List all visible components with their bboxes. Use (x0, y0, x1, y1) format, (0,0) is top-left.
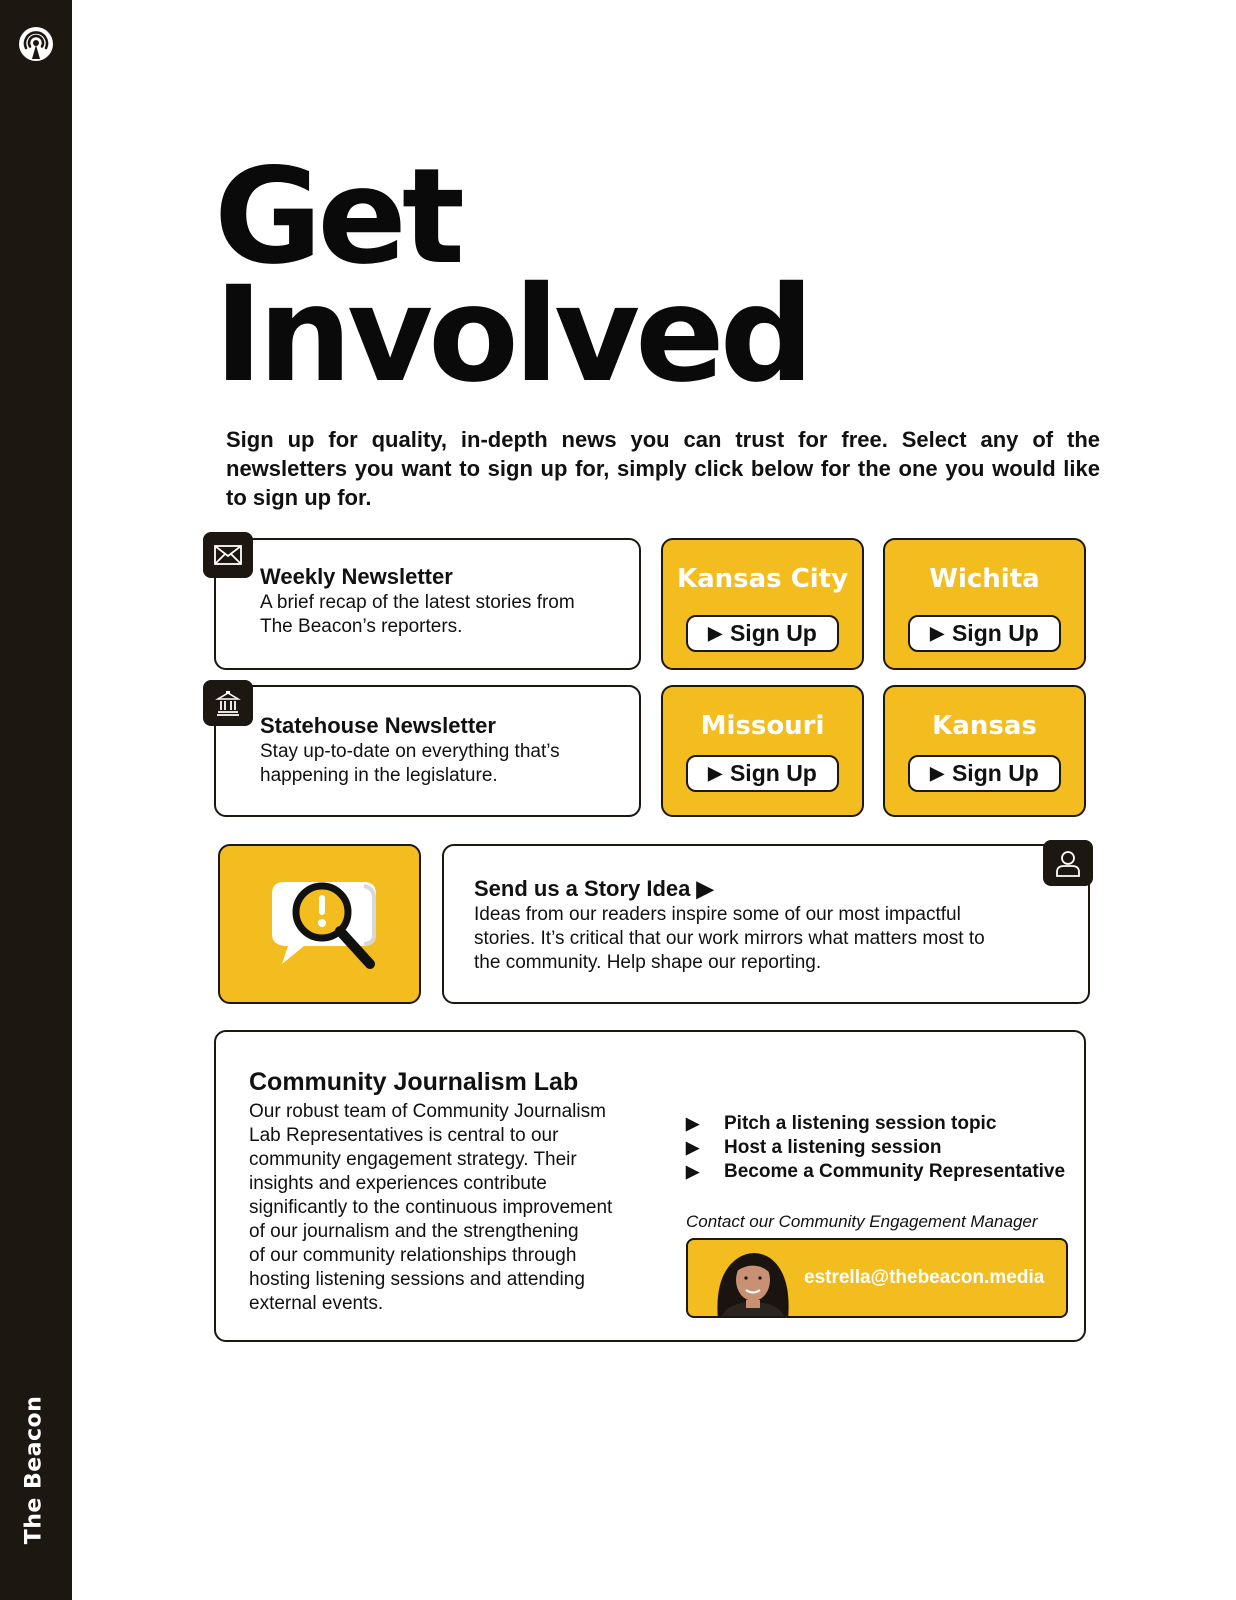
bullet-arrow-icon: ▶ (686, 1162, 700, 1181)
weekly-newsletter-card (214, 538, 641, 670)
title-line-1: Get (214, 140, 460, 294)
page-title (214, 140, 810, 412)
magnifier-speech-bubble-icon (264, 872, 394, 982)
lab-desc: Our robust team of Community Journalism Lab Representatives is central to our community engagement strategy. Their insights and experiences contribute significantly to the continuous improvement of our journalism and the strengthening of our community relationships through hosting listening sessions and attending external events. (249, 1101, 613, 1314)
kansas-sign-up-button[interactable]: ▶ Sign Up (908, 755, 1061, 792)
play-arrow-icon: ▶ (708, 763, 722, 783)
weekly-newsletter-title: Weekly Newsletter (260, 564, 453, 589)
story-idea-card[interactable] (442, 844, 1090, 1004)
statehouse-newsletter-desc: Stay up-to-date on everything that’s happening in the legislature. (260, 741, 560, 786)
contact-email-button[interactable] (686, 1238, 1068, 1318)
kansas-card (883, 685, 1086, 817)
region-name-kansas: Kansas (932, 711, 1037, 741)
wichita-card (883, 538, 1086, 670)
person-icon (1043, 840, 1093, 886)
beacon-logo-icon (18, 26, 54, 62)
play-arrow-icon: ▶ (930, 623, 944, 643)
kansas-city-card (661, 538, 864, 670)
wichita-sign-up-button[interactable]: ▶ Sign Up (908, 615, 1061, 652)
list-item[interactable]: ▶ Host a listening session (686, 1137, 942, 1158)
play-arrow-icon: ▶ (930, 763, 944, 783)
missouri-card (661, 685, 864, 817)
region-name-wichita: Wichita (929, 564, 1040, 594)
region-name-kansas-city: Kansas City (676, 564, 849, 594)
story-idea-image-card[interactable] (218, 844, 421, 1004)
brand-sidebar (0, 0, 72, 1600)
bullet-arrow-icon: ▶ (686, 1138, 700, 1157)
lab-action-list (686, 1112, 1065, 1184)
contact-email[interactable]: estrella@thebeacon.media (804, 1267, 1045, 1288)
lab-title: Community Journalism Lab (249, 1068, 579, 1096)
bullet-arrow-icon: ▶ (686, 1114, 700, 1133)
story-idea-title: Send us a Story Idea ▶ (474, 876, 714, 901)
avatar (708, 1244, 798, 1318)
list-item[interactable]: ▶ Pitch a listening session topic (686, 1113, 997, 1134)
story-idea-desc: Ideas from our readers inspire some of our most impactful stories. It’s critical that our work mirrors what matters most to the community. Help shape our reporting. (474, 904, 985, 973)
brand-name-vertical: The Beacon (21, 1395, 47, 1545)
envelope-icon (203, 532, 253, 578)
contact-label: Contact our Community Engagement Manager (686, 1212, 1038, 1231)
capitol-building-icon (203, 680, 253, 726)
list-item[interactable]: ▶ Become a Community Representative (686, 1161, 1066, 1182)
weekly-newsletter-desc: A brief recap of the latest stories from The Beacon’s reporters. (260, 592, 575, 637)
region-name-missouri: Missouri (700, 711, 825, 741)
intro-text: Sign up for quality, in-depth news you can trust for free. Select any of the newsletters you want to sign up for, simply click below for the one you would like to sign up for. (226, 427, 1100, 510)
title-line-2: Involved (214, 258, 810, 412)
statehouse-newsletter-card (214, 685, 641, 817)
play-arrow-icon: ▶ (708, 623, 722, 643)
statehouse-newsletter-title: Statehouse Newsletter (260, 713, 496, 738)
missouri-sign-up-button[interactable]: ▶ Sign Up (686, 755, 839, 792)
kansas-city-sign-up-button[interactable]: ▶ Sign Up (686, 615, 839, 652)
